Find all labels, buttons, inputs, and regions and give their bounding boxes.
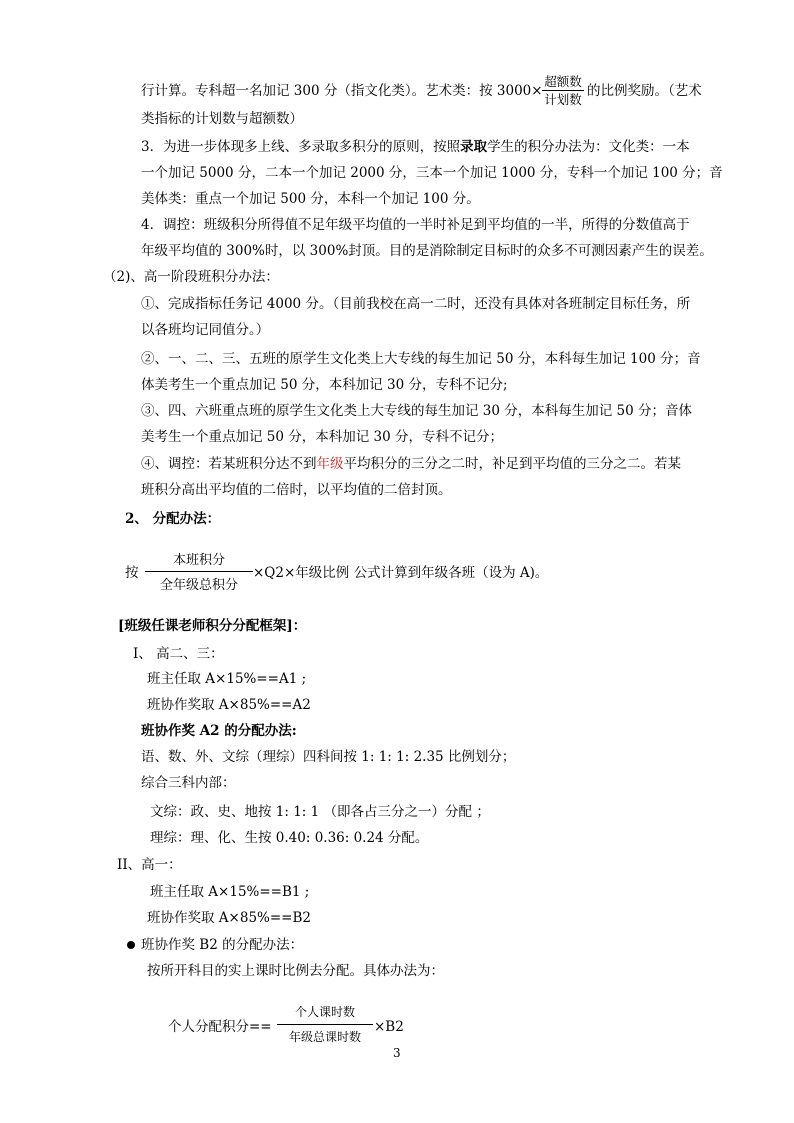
text-line: ②、一、二、三、五班的原学生文化类上大专线的每生加记 50 分，本科每生加记 100 分；音 xyxy=(141,351,701,367)
formula-prefix: 按 xyxy=(125,565,139,581)
fraction-bar xyxy=(542,90,584,91)
b2-heading: 班协作奖 B2 的分配办法： xyxy=(141,937,304,953)
fraction-bar xyxy=(145,571,253,572)
text-line: 班主任取 A×15%==A1 ; xyxy=(147,671,307,687)
text-span: ④、调控：若某班积分达不到 xyxy=(141,456,317,472)
bullet-icon xyxy=(127,941,135,949)
text-line xyxy=(141,82,543,100)
text-line xyxy=(141,455,681,473)
text-line: 4．调控：班级积分所得值不足年级平均值的一半时补足到平均值的一半，所得的分数值高于 xyxy=(141,217,690,233)
page-number: 3 xyxy=(393,1046,401,1060)
fraction-bar xyxy=(277,1024,373,1025)
text-line xyxy=(587,82,702,100)
text-line: 班协作奖取 A×85%==B2 xyxy=(147,910,311,926)
part1-heading: I、 高二、三： xyxy=(133,646,224,662)
fraction-denominator: 计划数 xyxy=(544,92,582,107)
text-line: 班主任取 A×15%==B1 ; xyxy=(150,884,310,900)
distribution-heading xyxy=(125,510,220,528)
formula-prefix: 个人分配积分== xyxy=(168,1019,272,1035)
text-span: 的比例奖励。（艺术 xyxy=(587,83,702,99)
text-line: 一个加记 5000 分，二本一个加记 2000 分，三本一个加记 1000 分，专科一个加记 100 分；音 xyxy=(141,165,723,181)
text-line: 班积分高出平均值的二倍时，以平均值的二倍封顶。 xyxy=(141,482,452,498)
text-line: 类指标的计划数与超额数） xyxy=(141,111,303,127)
fraction-denominator: 全年级总积分 xyxy=(159,578,238,593)
heading-number: 2、 xyxy=(125,511,148,527)
text-line: 年级平均值的 300%时，以 300%封顶。目的是消除制定目标时的众多不可测因素产生的误差。 xyxy=(141,243,713,259)
part2-heading: II、高一： xyxy=(117,857,182,873)
text-line: 综合三科内部： xyxy=(141,775,236,791)
formula-suffix: ×B2 xyxy=(374,1019,404,1035)
text-line: ①、完成指标任务记 4000 分。（目前我校在高一二时，还没有具体对各班制定目标任务，所 xyxy=(141,296,691,312)
text-line: 语、数、外、文综（理综）四科间按 1: 1: 1: 2.35 比例划分； xyxy=(141,749,516,765)
highlighted-text: 年级 xyxy=(316,456,344,472)
text-line: 按所开科目的实上课时比例去分配。具体办法为： xyxy=(147,963,444,979)
text-span: 行计算。专科超一名加记 300 分（指文化类）。艺术类：按 3000× xyxy=(141,83,543,99)
text-line: 理综：理、化、生按 0.40: 0.36: 0.24 分配。 xyxy=(150,830,429,846)
a2-heading: 班协作奖 A2 的分配办法: xyxy=(141,723,297,739)
text-line: 以各班均记同值分。） xyxy=(141,322,270,338)
fraction-numerator: 个人课时数 xyxy=(294,1005,355,1019)
text-line: 文综：政、史、地按 1: 1: 1 （即各占三分之一）分配 ； xyxy=(150,804,490,820)
text-line: 美体类：重点一个加记 500 分，本科一个加记 100 分。 xyxy=(141,191,480,207)
text-span: 平均积分的三分之二时，补足到平均值的三分之二。若某 xyxy=(343,456,681,472)
text-line: ③、四、六班重点班的原学生文化类上大专线的每生加记 30 分，本科每生加记 50 分；音体 xyxy=(141,403,693,419)
bold-text: 录取 xyxy=(460,139,488,155)
heading-text: 分配办法： xyxy=(152,511,221,527)
section-heading: （2)、高一阶段班积分办法： xyxy=(103,269,279,285)
framework-heading: [班级任课老师积分分配框架]： xyxy=(118,618,307,634)
text-line: 体美考生一个重点加记 50 分，本科加记 30 分，专科不记分; xyxy=(141,377,508,393)
fraction-numerator: 超额数 xyxy=(544,74,582,89)
fraction-numerator: 本班积分 xyxy=(172,553,225,568)
text-line xyxy=(141,138,690,156)
text-line: 班协作奖取 A×85%==A2 xyxy=(147,697,311,713)
text-span: 学生的积分办法为：文化类：一本 xyxy=(487,139,690,155)
formula-suffix: ×Q2×年级比例 公式计算到年级各班（设为 A)。 xyxy=(253,565,549,581)
text-span: 3．为进一步体现多上线、多录取多积分的原则，按照 xyxy=(141,139,461,155)
fraction-denominator: 年级总课时数 xyxy=(288,1030,361,1044)
text-line: 美考生一个重点加记 50 分，本科加记 30 分，专科不记分； xyxy=(141,429,504,445)
